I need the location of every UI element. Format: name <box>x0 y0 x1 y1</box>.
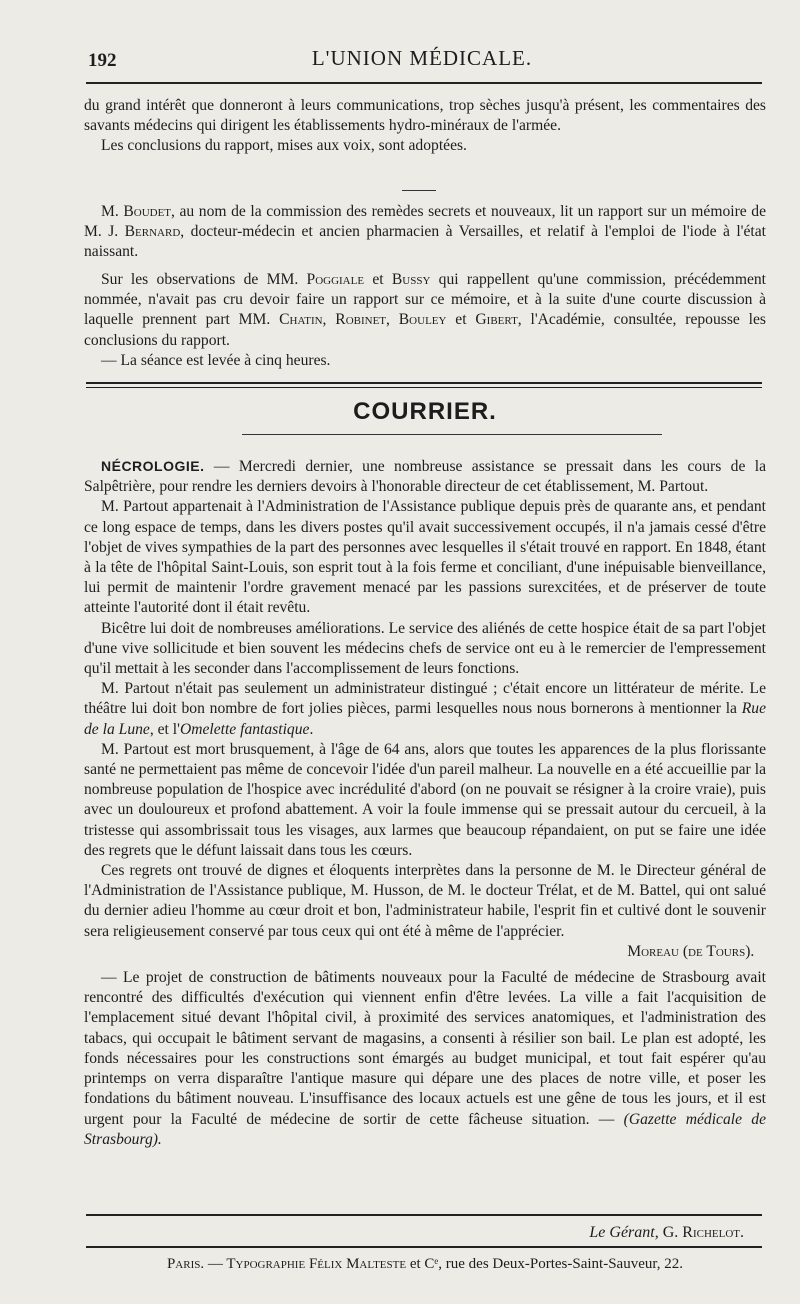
speaker-boudet: M. Boudet, <box>101 203 175 220</box>
person-robinet: Robinet, <box>335 311 390 329</box>
person-chatin: Chatin, <box>279 311 327 329</box>
necrologie-text: — Mercredi dernier, une nombreuse assistance se pressait dans les cours de la Salpêtrière, pour rendre les derniers devoirs à l'honorable directeur de cet établissement, M. Partout. <box>84 458 766 496</box>
section-divider <box>402 190 436 191</box>
footer-text-a: Paris. — Typographie <box>166 1256 309 1272</box>
section-double-rule <box>86 382 762 388</box>
strasbourg-paragraph <box>84 968 766 1150</box>
seance-closing: — La séance est levée à cinq heures. <box>101 351 331 369</box>
necrologie-label: NÉCROLOGIE. <box>101 458 205 474</box>
gerant-name: G. Richelot. <box>662 1224 744 1241</box>
source-gazette: (Gazette médicale de Strasbourg). <box>84 1110 766 1148</box>
litterateur-text-c: . <box>309 720 314 738</box>
obs-text-3: qui rappellent qu'une commission, précédemment nommée, n'avait pas cru devoir faire un rapport sur ce mémoire, et à la suite d'une courte discussion à laquelle prennent part MM. <box>84 271 766 329</box>
play-title-rue: Rue de la Lune <box>84 700 766 738</box>
gerant-label: Le Gérant, <box>589 1224 659 1241</box>
page-number: 192 <box>88 50 117 71</box>
signature-moreau <box>84 942 766 962</box>
intro-paragraph: du grand intérêt que donneront à leurs communications, trop sèches jusqu'à présent, les commentaires des savants médecins qui dirigent les établissements hydro-minéraux de l'armée. <box>84 97 766 135</box>
partout-career-paragraph: M. Partout appartenait à l'Administration de l'Assistance publique depuis près de quarante ans, et pendant ce long espace de temps, dans les divers postes qu'il avait successivement occupés, il n'a jamais cessé d'être l'objet de vives sympathies de la part des personnes avec lesquelles il s'était trouvé en rapport. En 1848, étant à la tête de l'hôpital Saint-Louis, son esprit tout à la fois ferme et conciliant, d'une inépuisable bienveillance, lui permit de maintenir l'ordre gravement menacé par les passions surexcitées, et de préserver de toute atteinte l'autorité dont il était revêtu. <box>84 498 766 617</box>
footer-rule <box>86 1246 762 1248</box>
boudet-text-b: docteur-médecin et ancien pharmacien à Versailles, et relatif à l'emploi de l'iode à l'état naissant. <box>84 223 766 261</box>
boudet-text-a: au nom de la commission des remèdes secrets et nouveaux, lit un rapport sur un mémoire de M. J. <box>84 203 766 241</box>
printer-footer <box>84 1256 766 1273</box>
observations-paragraph <box>84 270 766 351</box>
obs-text-4 <box>326 311 335 328</box>
strasbourg-text: — Le projet de construction de bâtiments nouveaux pour la Faculté de médecine de Strasbourg avait rencontré des difficultés d'exécution qui viennent enfin d'être levées. La ville a fait l'acquisition de l'emplacement situé devant l'hôpital civil, à proximité des services anatomiques, et l'administration des tabacs, qui occupait le bâtiment servant de magasins, a consenti à résilier son bail. Le plan est adopté, les fonds nécessaires pour les constructions sont émargés au budget municipal, et tout fait espérer qu'au printemps on verra disparaître l'antique masure qui dépare une des places de notre ville, et poser les fondations du bâtiment nouveau. L'insuffisance des locaux actuels est une gêne de tous les jours, et il est urgent pour la Faculté de médecine de sortir de cette fâcheuse situation. — <box>84 969 766 1128</box>
play-title-omelette: Omelette fantastique <box>179 720 310 738</box>
conclusions-paragraph: Les conclusions du rapport, mises aux voix, sont adoptées. <box>101 137 467 155</box>
necrologie-paragraph <box>84 456 766 497</box>
courrier-title: COURRIER. <box>353 398 497 425</box>
boudet-paragraph <box>84 202 766 263</box>
observations-section <box>84 270 766 371</box>
death-paragraph: M. Partout est mort brusquement, à l'âge de 64 ans, alors que toutes les apparences de la plus florissante santé ne permettaient pas même de concevoir l'idée d'un pareil malheur. La nouvelle en a été accueillie par la nombreuse population de l'hospice avec incrédulité d'abord (on ne pouvait se résigner à la croire vraie), puis avec un douloureux et profond abattement. A voir la foule immense qui se pressait autour du cercueil, à la tristesse qui assombrissait tous les visages, aux larmes que beaucoup répandaient, on put se faire une idée des regrets que le défunt laissait dans tous les cœurs. <box>84 740 766 859</box>
litterateur-text-a: M. Partout n'était pas seulement un administrateur distingué ; c'était encore un littérateur de mérite. Le théâtre lui doit bon nombre de fort jolies pièces, parmi lesquelles nous nous bornerons à mentionner la <box>84 680 766 718</box>
person-bernard: Bernard, <box>124 223 185 241</box>
closing-rule <box>86 1214 762 1216</box>
footer-text-b: et Cᵉ, rue des Deux-Portes-Saint-Sauveur, 22. <box>406 1256 684 1272</box>
gerant-line <box>84 1224 744 1242</box>
obs-text-7: l'Académie, consultée, repousse les conclusions du rapport. <box>84 311 766 349</box>
regrets-paragraph <box>84 861 766 942</box>
obs-text-5 <box>390 311 399 328</box>
person-poggiale: Poggiale <box>306 271 365 288</box>
footer-printer: Félix Malteste <box>308 1256 407 1272</box>
person-bussy: Bussy <box>391 271 431 288</box>
litterateur-paragraph <box>84 679 766 740</box>
page-header <box>84 44 760 74</box>
intro-section <box>84 96 766 157</box>
obs-text-6: et <box>446 311 476 329</box>
regrets-text: Ces regrets ont trouvé de dignes et éloquents interprètes dans la personne de M. le Directeur général de l'Administration de l'Assistance publique, M. Husson, de M. le docteur Trélat, et de M. Battel, qui ont salué du dernier adieu l'homme au cœur droit et bon, l'administrateur habile, l'esprit fin et cultivé dont le souvenir sera religieusement conservé par tous ceux qui ont été à même de l'apprécier. <box>84 862 766 940</box>
courrier-section <box>84 456 766 1150</box>
signature-moreau-text: Moreau (de Tours). <box>627 942 755 960</box>
litterateur-text-b: , et l' <box>149 720 180 738</box>
person-gibert: Gibert, <box>475 311 522 329</box>
obs-text-2: et <box>364 271 392 288</box>
header-rule <box>86 82 762 84</box>
bicetre-paragraph: Bicêtre lui doit de nombreuses améliorations. Le service des aliénés de cette hospice était de sa part l'objet d'une vive sollicitude et bien souvent les médecins chefs de service ont eu à le remercier de l'empressement qu'il mettait à les seconder dans l'accomplissement de leurs fonctions. <box>84 619 766 678</box>
obs-text-1: Sur les observations de MM. <box>101 271 307 288</box>
running-title: L'UNION MÉDICALE. <box>311 46 533 70</box>
title-underline <box>242 434 662 435</box>
person-bouley: Bouley <box>398 311 447 329</box>
boudet-section <box>84 202 766 263</box>
